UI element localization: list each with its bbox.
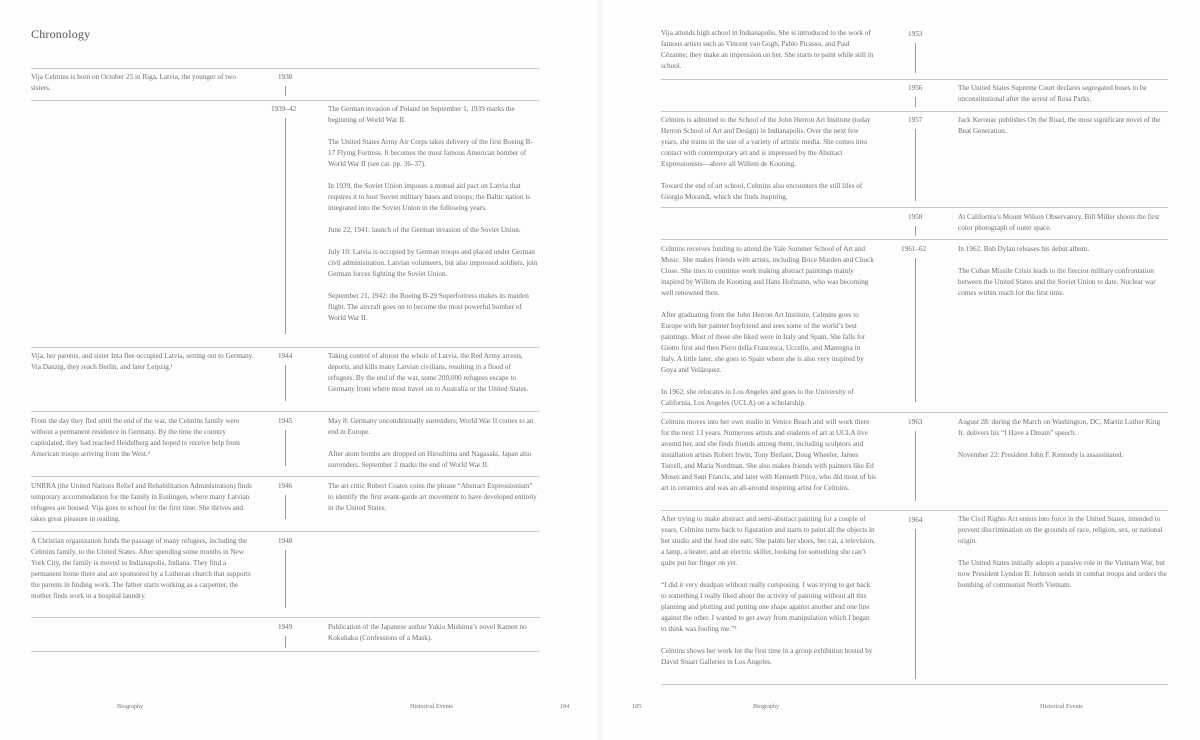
year-label: 1938	[278, 73, 293, 81]
timeline-tick	[915, 258, 916, 402]
year-label: 1958	[908, 213, 923, 221]
biography-entry: After trying to make abstract and semi-abstract painting for a couple of years, Celmins turns back to figuration and starts to paint all the objects in her studio and the food she eats. She paints her shoes, her cat, a television, a lamp, a heater, and an electric skillet, looking for something she can’t quite put her finger on yet. “I did it very deadpan without really composing. I was trying to get back to something I really liked about the activity of painting without all this planning and plotting and putting one shape against another and one line against the other. I wanted to get away from manipulation which I began to think was fooling me.”³ Celmins shows her work for the first time in a group exhibition hosted by David Stuart Galleries in Los Angeles.	[661, 515, 875, 666]
row-divider	[31, 347, 540, 348]
row-divider	[31, 617, 540, 618]
footer-biography-label: Biography	[753, 703, 780, 710]
biography-entry: From the day they fled until the end of the war, the Celmins family were without a permanent residence in Germany. By the time the country capitulated, they had reached Heidelberg and hoped to receive help from American troops arriving from the West.²	[31, 417, 240, 458]
biography-entry: Celmins receives funding to attend the Yale Summer School of Art and Music. She makes friends with artists, including Brice Marden and Chuck Close. She tries to continue work making abstract paintings mainly inspired by Willem de Kooning and Hans Hofmann, who was becoming well renowned then. After graduating from the John Herron Art Institute, Celmins goes to Europe with her painter boyfriend and sees some of the world’s best paintings. Most of those she liked were in Italy and Spain. She falls for Giotto first and then Piero della Francesca, Uccello, and Mantegna in Italy. A little later, she goes to Spain where she is also very inspired by Goya and Velázquez. In 1962, she relocates to Los Angeles and goes to the University of California, Los Angeles (UCLA) on a scholarship.	[661, 245, 874, 407]
row-divider	[31, 68, 540, 69]
timeline-tick	[915, 431, 916, 501]
biography-entry: Vija Celmins is born on October 25 in Riga, Latvia, the younger of two sisters.	[31, 73, 236, 92]
row-divider	[31, 100, 540, 101]
biography-entry: A Christian organization funds the passage of many refugees, including the Celmins family, to the United States. After spending some months in New York City, the family is moved to Indianapolis, Indiana. They find a permanent home there and are sponsored by a Lutheran church that supports the parents in finding work. The father starts working as a carpenter, the mother finds work in a hospital laundry.	[31, 537, 251, 600]
timeline-tick	[915, 43, 916, 73]
year-label: 1939–42	[271, 105, 297, 113]
historical-events-entry: The Civil Rights Act enters into force in the United States, intended to prevent discrimination on the grounds of race, religion, sex, or national origin. The United States initially adopts a passive role in the Vietnam War, but now President Lyndon B. Johnson sends in combat troops and orders the bombing of communist North Vietnam.	[958, 515, 1167, 589]
year-label: 1945	[278, 417, 293, 425]
historical-events-entry: Jack Kerouac publishes On the Road, the most significant novel of the Beat Generation.	[958, 116, 1161, 135]
timeline-tick	[285, 118, 286, 334]
timeline-tick	[285, 495, 286, 519]
year-label: 1963	[908, 418, 923, 426]
historical-events-entry: At California’s Mount Wilson Observatory, Bill Miller shoots the first color photograph of outer space.	[958, 213, 1160, 232]
timeline-tick	[285, 365, 286, 401]
row-divider	[661, 684, 1168, 685]
year-label: 1946	[278, 482, 293, 490]
biography-entry: Celmins moves into her own studio in Venice Beach and will work there for the next 13 years. Numerous artists and students of art at UCLA live around her, and she finds friends among them, including sculptors and installation artists Robert Irwin, Tony Berlant, Doug Wheeler, James Turrell, and Maria Nordman. She also makes friends with painters like Ed Moses and Sam Francis, and later with Kenneth Price, who did most of his art in ceramics and was an all-around inspiring artist for Celmins.	[661, 418, 876, 492]
biography-entry: Celmins is admitted to the School of the John Herron Art Institute (today Herron School of Art and Design) in Indianapolis. Over the next few years, she trains in the use of a variety of artistic media. She comes into contact with contemporary art and is impressed by the Abstract Expressionists—above all Willem de Kooning. Toward the end of art school, Celmins also encounters the still lifes of Giorgio Morandi, which she finds inspiring.	[661, 116, 871, 201]
timeline-tick	[915, 97, 916, 107]
year-label: 1957	[908, 116, 923, 124]
year-label: 1964	[908, 516, 923, 524]
timeline-tick	[285, 636, 286, 648]
year-label: 1944	[278, 352, 293, 360]
biography-entry: Vija attends high school in Indianapolis. She is introduced to the work of famous artists such as Vincent van Gogh, Pablo Picasso, and Paul Cézanne; they make an impression on her. She starts to paint while still in school.	[661, 29, 874, 70]
historical-events-entry: May 8: Germany unconditionally surrenders; World War II comes to an end in Europe. After atom bombs are dropped on Hiroshima and Nagasaki, Japan also surrenders. September 2 marks the end of World War II.	[328, 417, 534, 469]
row-divider	[661, 79, 1168, 80]
historical-events-entry: In 1962, Bob Dylan releases his debut album. The Cuban Missile Crisis leads to the fiercest military confrontation between the United States and the Soviet Union to date. Nuclear war comes within reach for the first time.	[958, 245, 1156, 297]
year-label: 1948	[278, 537, 293, 545]
row-divider	[661, 510, 1168, 511]
historical-events-entry: The United States Supreme Court declares segregated buses to be unconstitutional after the arrest of Rosa Parks.	[958, 84, 1147, 103]
historical-events-entry: Taking control of almost the whole of Latvia, the Red Army arrests, deports, and kills many Latvian civilians, resulting in a flood of refugees. By the end of the war, some 200,000 refugees escape to Germany from where most travel on to Australia or the United States.	[328, 352, 529, 393]
year-label: 1961–62	[901, 245, 927, 253]
page-number: 184	[560, 703, 570, 710]
right-page	[600, 0, 1200, 740]
timeline-tick	[285, 550, 286, 608]
page-title: Chronology	[31, 27, 91, 41]
page-number: 185	[632, 703, 642, 710]
year-label: 1949	[278, 623, 293, 631]
footer-historical-events-label: Historical Events	[410, 703, 453, 710]
historical-events-entry: August 28: during the March on Washington, DC, Martin Luther King Jr. delivers his “I Have a Dream” speech. November 22: President John F. Kennedy is assassinated.	[958, 418, 1161, 459]
historical-events-entry: Publication of the Japanese author Yukio Mishima’s novel Kamen no Kokuhaku (Confessions of a Mask).	[328, 623, 527, 642]
timeline-tick	[915, 529, 916, 679]
timeline-tick	[285, 86, 286, 96]
biography-entry: Vija, her parents, and sister Inta flee occupied Latvia, setting out to Germany. Via Danzig, they reach Berlin, and later Leipzig.¹	[31, 352, 254, 371]
row-divider	[31, 411, 540, 412]
row-divider	[661, 239, 1168, 240]
year-label: 1953	[908, 30, 923, 38]
footer-biography-label: Biography	[117, 703, 144, 710]
row-divider	[661, 111, 1168, 112]
row-divider	[661, 207, 1168, 208]
footer-historical-events-label: Historical Events	[1040, 703, 1083, 710]
row-divider	[31, 651, 540, 652]
historical-events-entry: The art critic Robert Coates coins the phrase “Abstract Expressionism” to identify the first avant-garde art movement to have developed entirely in the United States.	[328, 482, 537, 512]
timeline-tick	[915, 226, 916, 236]
year-label: 1956	[908, 84, 923, 92]
row-divider	[661, 412, 1168, 413]
timeline-tick	[285, 430, 286, 466]
row-divider	[31, 531, 540, 532]
timeline-tick	[915, 129, 916, 201]
historical-events-entry: The German invasion of Poland on September 1, 1939 marks the beginning of World War II. The United States Army Air Corps takes delivery of the first Boeing B-17 Flying Fortress. It becomes the most famous American bomber of World War II (see cat. pp. 36–37). In 1939, the Soviet Union imposes a mutual aid pact on Latvia that requires it to host Soviet military bases and troops; the Baltic nation is integrated into the Soviet Union in the following years. June 22, 1941: launch of the German invasion of the Soviet Union. July 10: Latvia is occupied by German troops and placed under German civil administration. Latvian volunteers, but also impressed soldiers, join German forces fighting the Soviet Union. September 21, 1942: the Boeing B-29 Superfortress makes its maiden flight. The aircraft goes on to become the most powerful bomber of World War II.	[328, 105, 538, 322]
row-divider	[31, 476, 540, 477]
biography-entry: UNRRA (the United Nations Relief and Rehabilitation Administration) finds temporary accommodation for the family in Esslingen, where many Latvian refugees are housed. Vija goes to school for the first time. She thrives and takes great pleasure in reading.	[31, 482, 252, 523]
